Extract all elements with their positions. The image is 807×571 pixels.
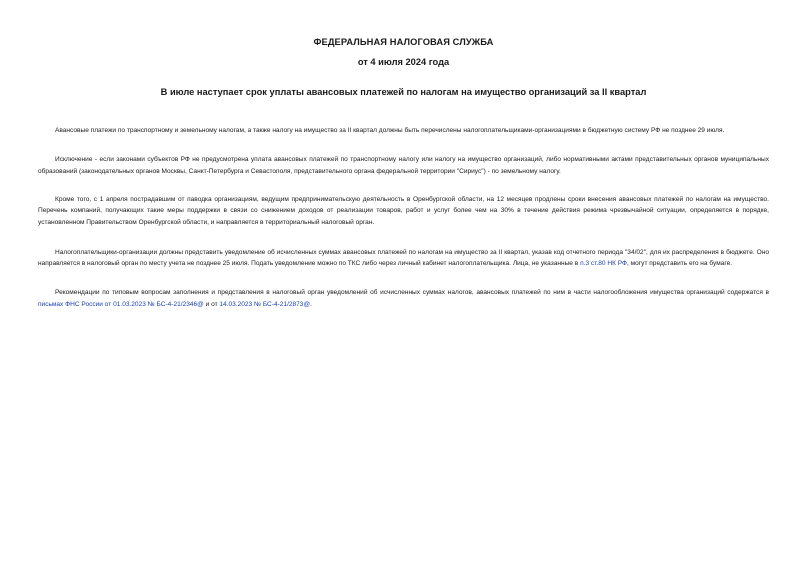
paragraph-recommendations-tail: . xyxy=(310,301,312,309)
paragraph-recommendations-mid: и от xyxy=(203,301,220,309)
fns-letter-link-1[interactable]: письмах ФНС России от 01.03.2023 № БС-4-21/2346@ xyxy=(38,301,204,309)
document-headline: В июле наступает срок уплаты авансовых платежей по налогам на имущество организаций за II квартал xyxy=(160,87,647,97)
paragraph-exception: Исключение - если законами субъектов РФ не предусмотрена уплата авансовых платежей по транспортному налогу или налогу на имущество организаций, либо нормативными актами представительных органов муниципальных образований (законодательных органов Москвы, Санкт-Петербурга и Севастополя, представительного органа федеральной территории "Сириус") - по земельному налогу. xyxy=(38,156,769,176)
document-date: от 4 июля 2024 года xyxy=(357,57,450,67)
tax-code-article-link[interactable]: п.3 ст.80 НК РФ xyxy=(580,260,627,268)
paragraph-recommendations-text: Рекомендации по типовым вопросам заполнения и представления в налоговый орган уведомлений об исчисленных суммах налогов, авансовых платежей по ним в части налогообложения имущества организаций содержатся в xyxy=(55,289,769,297)
agency-name: ФЕДЕРАЛЬНАЯ НАЛОГОВАЯ СЛУЖБА xyxy=(313,37,494,47)
paragraph-advance-payments: Авансовые платежи по транспортному и земельному налогам, а также налогу на имущество за II квартал должны быть перечислены налогоплательщиками-организациями в бюджетную систему РФ не позднее 29 июля. xyxy=(55,127,725,134)
paragraph-flood-relief: Кроме того, с 1 апреля пострадавшим от паводка организациям, ведущим предпринимательскую деятельность в Оренбургской области, на 12 месяцев продлены сроки внесения авансовых платежей по налогам на имущество. Перечень компаний, получающих такие меры поддержки в связи со снижением доходов от реализации товаров, работ и услуг более чем на 30% в течение действия режима чрезвычайной ситуации, определяется в порядке, установленном Правительством Оренбургской области, и направляется в территориальный налоговый орган. xyxy=(38,195,769,227)
fns-letter-link-2[interactable]: 14.03.2023 № БС-4-21/2873@ xyxy=(219,301,311,309)
paragraph-notification xyxy=(38,247,769,271)
document-body xyxy=(38,125,769,329)
paragraph-recommendations xyxy=(38,287,769,311)
paragraph-notification-text: Налогоплательщики-организации должны представить уведомление об исчисленных суммах авансовых платежей по налогам на имущество за II квартал, указав код отчетного периода "34/02", для их распределения в бюджете. Оно направляется в налоговый орган по месту учета не позднее 25 июля. Подать уведомление можно по ТКС либо через личный кабинет налогоплательщика. Лица, не указанные в xyxy=(38,248,769,268)
paragraph-notification-tail: , могут представить его на бумаге. xyxy=(627,260,733,268)
